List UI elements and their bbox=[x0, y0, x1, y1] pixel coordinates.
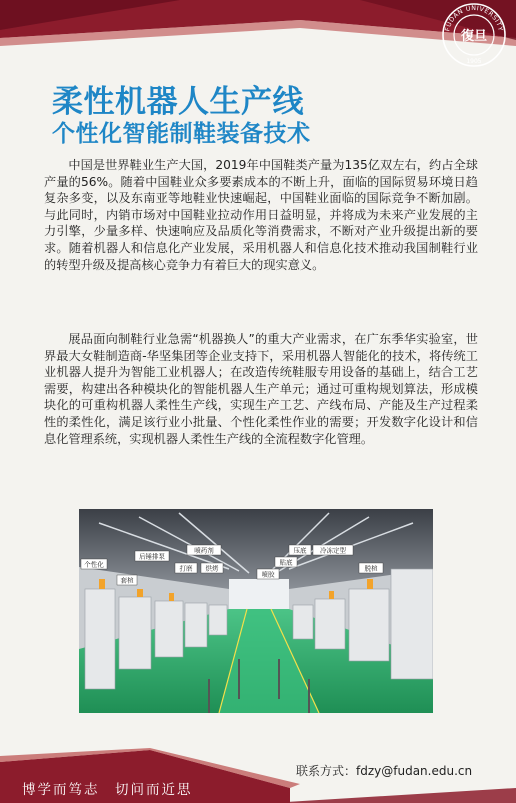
photo-label-10: 冷冻定型 bbox=[320, 546, 346, 555]
seal-center-text: 復旦 bbox=[460, 29, 488, 44]
production-line-photo bbox=[79, 509, 433, 713]
motto-text: 博学而笃志 切问而近思 bbox=[22, 782, 193, 798]
photo-label-5: 打磨 bbox=[179, 564, 193, 573]
photo-label-6: 烘烤 bbox=[205, 564, 219, 573]
body-paragraph-2: 展品面向制鞋行业急需“机器换人”的重大产业需求，在广东季华实验室，世界最大女鞋制造商-华坚集团等企业支持下，采用机器人智能化的技术，将传统工业机器人提升为智能工业机器人；在改造传统鞋服专用设备的基础上，结合工艺需要，构建出各种模块化的智能机器人生产单元；通过可重构规划算法，形成模块化的可重构机器人柔性生产线，实现生产工艺、产线布局、产能及生产过程柔性的柔性化，满足该行业小批量、个性化柔性作业的需要；开发数字化设计和信息化管理系统，实现机器人柔性生产线的全流程数字化管理。 bbox=[44, 332, 478, 446]
body-paragraph-1: 中国是世界鞋业生产大国，2019年中国鞋类产量为135亿双左右，约占全球产量的56%。随着中国鞋业众多要素成本的不断上升，面临的国际贸易环境日趋复杂多变，以及东南亚等地鞋业快速崛起，中国鞋业面临的国际竞争不断加剧。与此同时，内销市场对中国鞋业拉动作用日益明显，并将成为未来产业发展的主力引擎，少量多样、快速响应及品质化等消费需求，不断对产业升级提出新的要求。随着机器人和信息化产业发展，采用机器人和信息化技术推动我国制鞋行业的转型升级及提高核心竞争力有着巨大的现实意义。 bbox=[44, 158, 478, 272]
university-seal-icon bbox=[441, 2, 507, 68]
photo-label-1: 个性化 bbox=[84, 560, 104, 569]
photo-label-8: 贴底 bbox=[279, 558, 293, 567]
page-subtitle: 个性化智能制鞋装备技术 bbox=[52, 121, 311, 147]
seal-upper-text: FUDAN UNIVERSITY bbox=[444, 4, 504, 33]
seal-year: 1905 bbox=[466, 58, 482, 65]
photo-label-11: 脱楦 bbox=[364, 564, 378, 573]
photo-label-9: 压底 bbox=[293, 546, 307, 555]
photo-label-7: 喷胶 bbox=[261, 570, 275, 579]
svg-text:FUDAN UNIVERSITY bbox=[444, 5, 503, 32]
contact-text: 联系方式：fdzy@fudan.edu.cn bbox=[296, 764, 473, 778]
top-decorative-band bbox=[0, 0, 516, 64]
page-title: 柔性机器人生产线 bbox=[52, 84, 304, 120]
photo-label-3: 套楦 bbox=[120, 576, 134, 585]
photo-label-4: 喷药剂 bbox=[194, 546, 214, 555]
photo-label-2: 后锤排泵 bbox=[139, 552, 165, 561]
